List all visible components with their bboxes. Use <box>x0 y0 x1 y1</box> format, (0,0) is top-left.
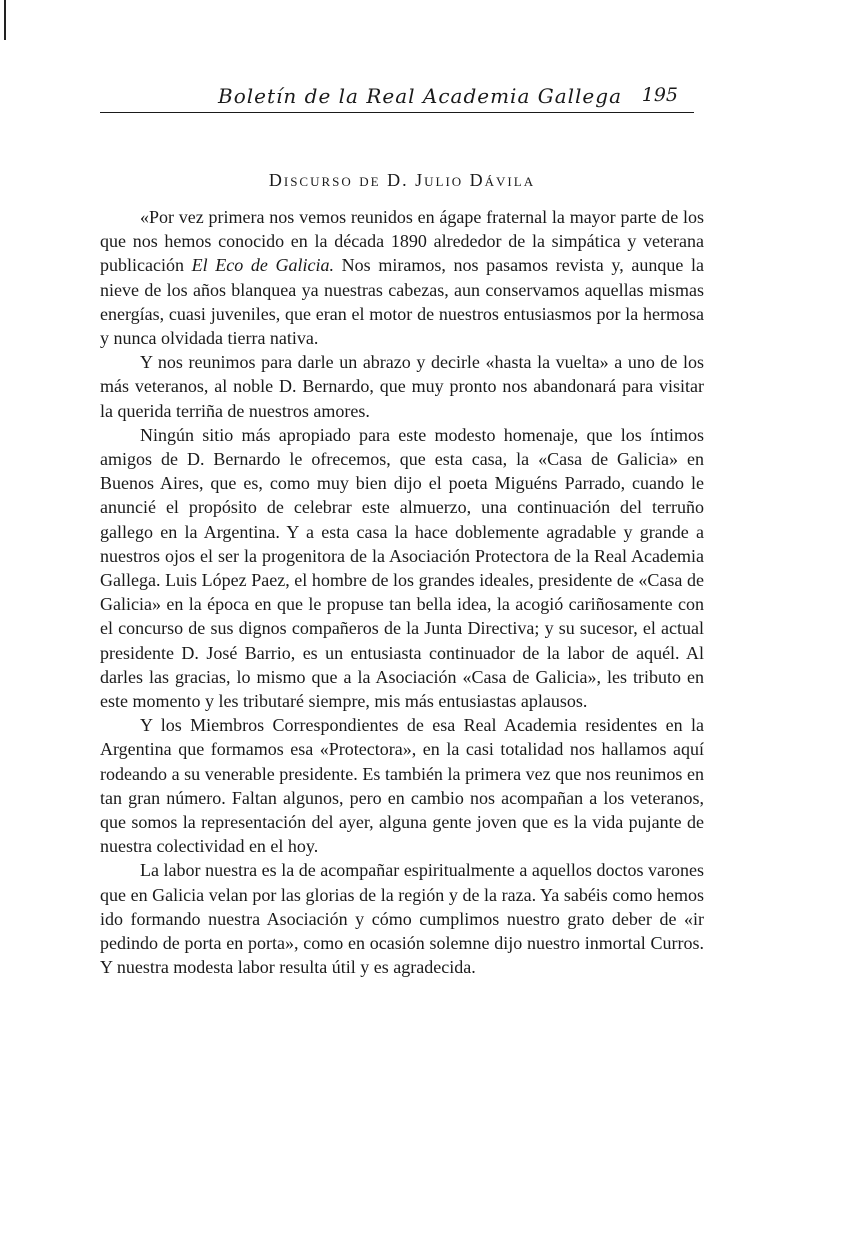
publication-title: El Eco de Galicia. <box>191 255 335 276</box>
header-rule <box>100 112 694 113</box>
page-number: 195 <box>641 84 678 106</box>
scan-edge-mark <box>4 0 6 40</box>
running-header <box>100 80 694 112</box>
paragraph-5: La labor nuestra es la de acompañar espiritualmente a aquellos doctos varones que en Galicia velan por las glorias de la región y de la raza. Ya sabéis como hemos ido formando nuestra Asociación y cómo cumplimos nuestro grato deber de «ir pedindo de porta en porta», como en ocasión solemne dijo nuestro inmortal Curros. Y nuestra modesta labor resulta útil y es agradecida. <box>100 860 704 978</box>
paragraph-2: Y nos reunimos para darle un abrazo y decirle «hasta la vuelta» a uno de los más veteranos, al noble D. Bernardo, que muy pronto nos abandonará para visitar la querida terriña de nuestros amores. <box>100 352 704 421</box>
paragraph-1-text-b: Nos miramos, nos pasamos revista y, aunque la nieve de los años blanquea ya nuestras cabezas, aun conservamos aquellas mismas energías, cuasi juveniles, que eran el motor de nuestros entusiasmos por la hermosa y nunca olvidada tierra nativa. <box>100 255 704 349</box>
paragraph-4: Y los Miembros Correspondientes de esa Real Academia residentes en la Argentina que formamos esa «Protectora», en la casi totalidad nos hallamos aquí rodeando a su venerable presidente. Es también la primera vez que nos reunimos en tan gran número. Faltan algunos, pero en cambio nos acompañan a los veteranos, que somos la representación del ayer, alguna gente joven que es la vida pujante de nuestra colectividad en el hoy. <box>100 715 704 857</box>
article-heading: Discurso de D. Julio Dávila <box>268 170 536 190</box>
paragraph-3: Ningún sitio más apropiado para este modesto homenaje, que los íntimos amigos de D. Bernardo le ofrecemos, que esta casa, la «Casa de Galicia» en Buenos Aires, que es, como muy bien dijo el poeta Miguéns Parrado, cuando le anuncié el propósito de celebrar este almuerzo, una continuación del terruño gallego en la Argentina. Y a esta casa la hace doblemente agradable y grande a nuestros ojos el ser la progenitora de la Asociación Protectora de la Real Academia Gallega. Luis López Paez, el hombre de los grandes ideales, presidente de «Casa de Galicia» en la época en que le propuse tan bella idea, la acogió cariñosamente con el concurso de sus dignos compañeros de la Junta Directiva; y su sucesor, el actual presidente D. José Barrio, es un entusiasta continuador de la labor de aquél. Al darles las gracias, lo mismo que a la Asociación «Casa de Galicia», les tributo en este momento y les tributaré siempre, mis más entusiastas aplausos. <box>100 424 704 712</box>
paragraph-1-text-a: «Por vez primera nos vemos reunidos en ágape fraternal la mayor parte de los que nos hemos conocido en la década 1890 alrededor de la simpática y veterana publicación <box>100 207 704 276</box>
paragraph-1 <box>100 205 704 350</box>
running-title: Boletín de la Real Academia Gallega <box>218 84 622 108</box>
article-body <box>100 205 704 980</box>
